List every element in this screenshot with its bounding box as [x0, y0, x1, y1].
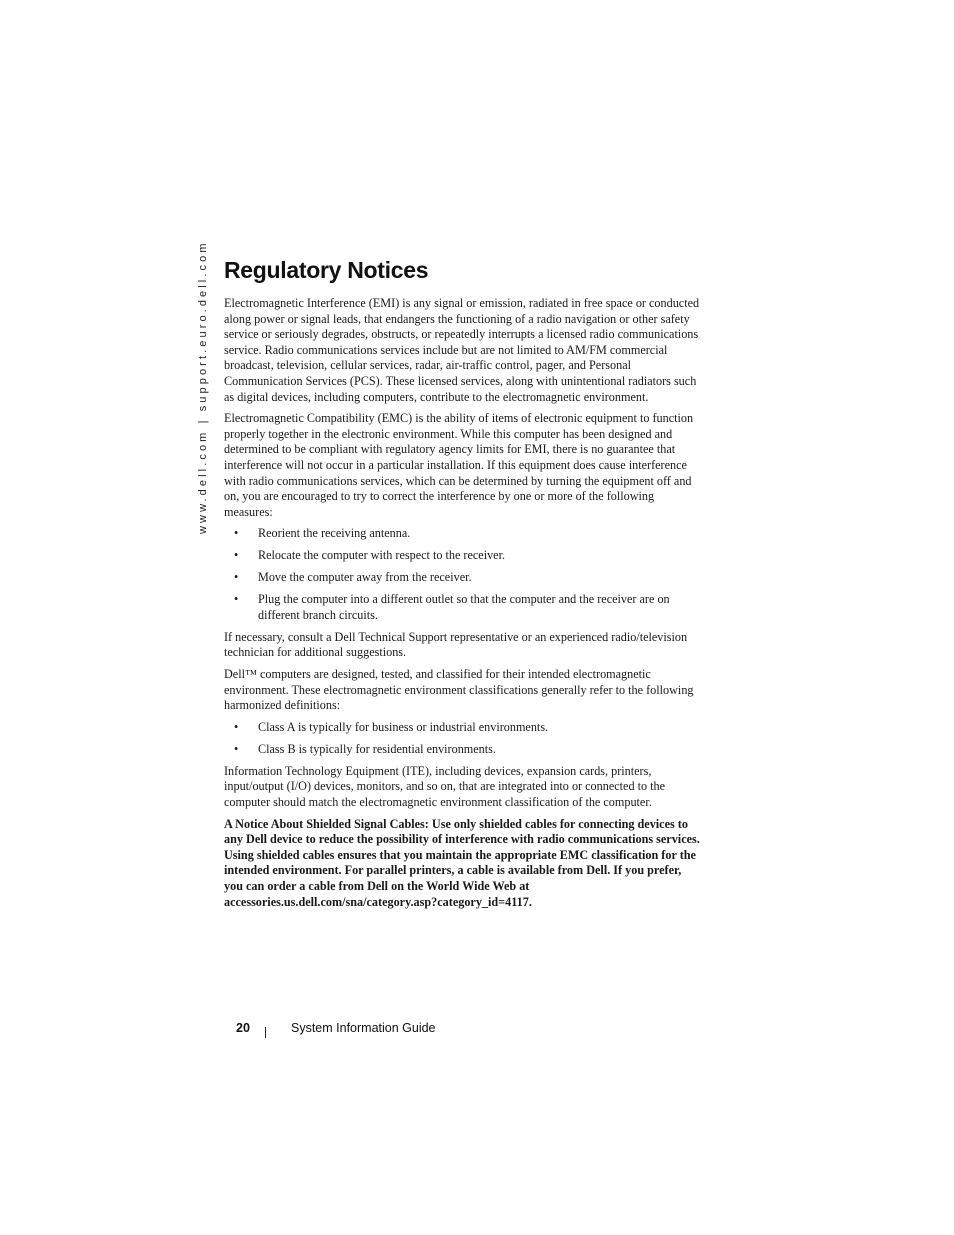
list-item: [224, 592, 702, 623]
emc-paragraph: Electromagnetic Compatibility (EMC) is the ability of items of electronic equipment to function properly together in the electronic environment. While this computer has been designed and determined to be compliant with regulatory agency limits for EMI, there is no guarantee that interference will not occur in a particular installation. If this equipment does cause interference with radio communications services, which can be determined by turning the equipment off and on, you are encouraged to try to correct the interference by one or more of the following measures:: [224, 411, 694, 519]
list-item: [224, 526, 702, 542]
dell-classes-paragraph: Dell™ computers are designed, tested, and classified for their intended electromagnetic environment. These electromagnetic environment classifications generally refer to the following harmonized definitions:: [224, 667, 694, 713]
bullet-icon: •: [234, 592, 239, 607]
bullet-icon: •: [234, 570, 239, 585]
emi-paragraph: Electromagnetic Interference (EMI) is any signal or emission, radiated in free space or conducted along power or signal leads, that endangers the functioning of a radio navigation or other safety service or seriously degrades, obstructs, or repeatedly interrupts a licensed radio communications service. Radio communications services include but are not limited to AM/FM commercial broadcast, television, cellular services, radar, air-traffic control, pager, and Personal Communication Services (PCS). These licensed services, along with unintentional radiators such as digital devices, including computers, contribute to the electromagnetic environment.: [224, 296, 700, 404]
bullet-icon: •: [234, 526, 239, 541]
list-item-text: Class B is typically for residential environments.: [258, 741, 496, 756]
list-item-text: Reorient the receiving antenna.: [258, 526, 411, 541]
page-number: 20: [236, 1021, 250, 1035]
bullet-icon: •: [234, 719, 239, 734]
consult-paragraph: If necessary, consult a Dell Technical Support representative or an experienced radio/television technician for additional suggestions.: [224, 629, 688, 660]
ite-paragraph: Information Technology Equipment (ITE), including devices, expansion cards, printers, input/output (I/O) devices, monitors, and so on, that are integrated into or connected to the computer should match the electromagnetic environment classification of the computer.: [224, 763, 666, 809]
measures-list: [224, 526, 702, 623]
list-item-text: Class A is typically for business or industrial environments.: [258, 719, 549, 734]
footer-divider: [265, 1027, 266, 1038]
list-item-text: Relocate the computer with respect to the receiver.: [258, 548, 506, 563]
guide-title: System Information Guide: [291, 1021, 436, 1035]
list-item: [224, 720, 702, 736]
bullet-icon: •: [234, 741, 239, 756]
main-content: [224, 256, 702, 910]
list-item-text: Move the computer away from the receiver.: [258, 570, 472, 585]
page-title: Regulatory Notices: [224, 257, 429, 283]
list-item: [224, 570, 702, 586]
list-item-text: Plug the computer into a different outlet so that the computer and the receiver are on different branch circuits.: [258, 592, 670, 622]
shielded-cables-notice: A Notice About Shielded Signal Cables: Use only shielded cables for connecting devices to any Dell device to reduce the possibility of interference with radio communications services. Using shielded cables ensures that you maintain the appropriate EMC classification for the intended environment. For parallel printers, a cable is available from Dell. If you prefer, you can order a cable from Dell on the World Wide Web at accessories.us.dell.com/sna/category.asp?category_id=4117.: [224, 816, 700, 909]
list-item: [224, 548, 702, 564]
classes-list: [224, 720, 702, 758]
bullet-icon: •: [234, 548, 239, 563]
sidebar-url: www.dell.com | support.euro.dell.com: [197, 240, 209, 534]
list-item: [224, 742, 702, 758]
